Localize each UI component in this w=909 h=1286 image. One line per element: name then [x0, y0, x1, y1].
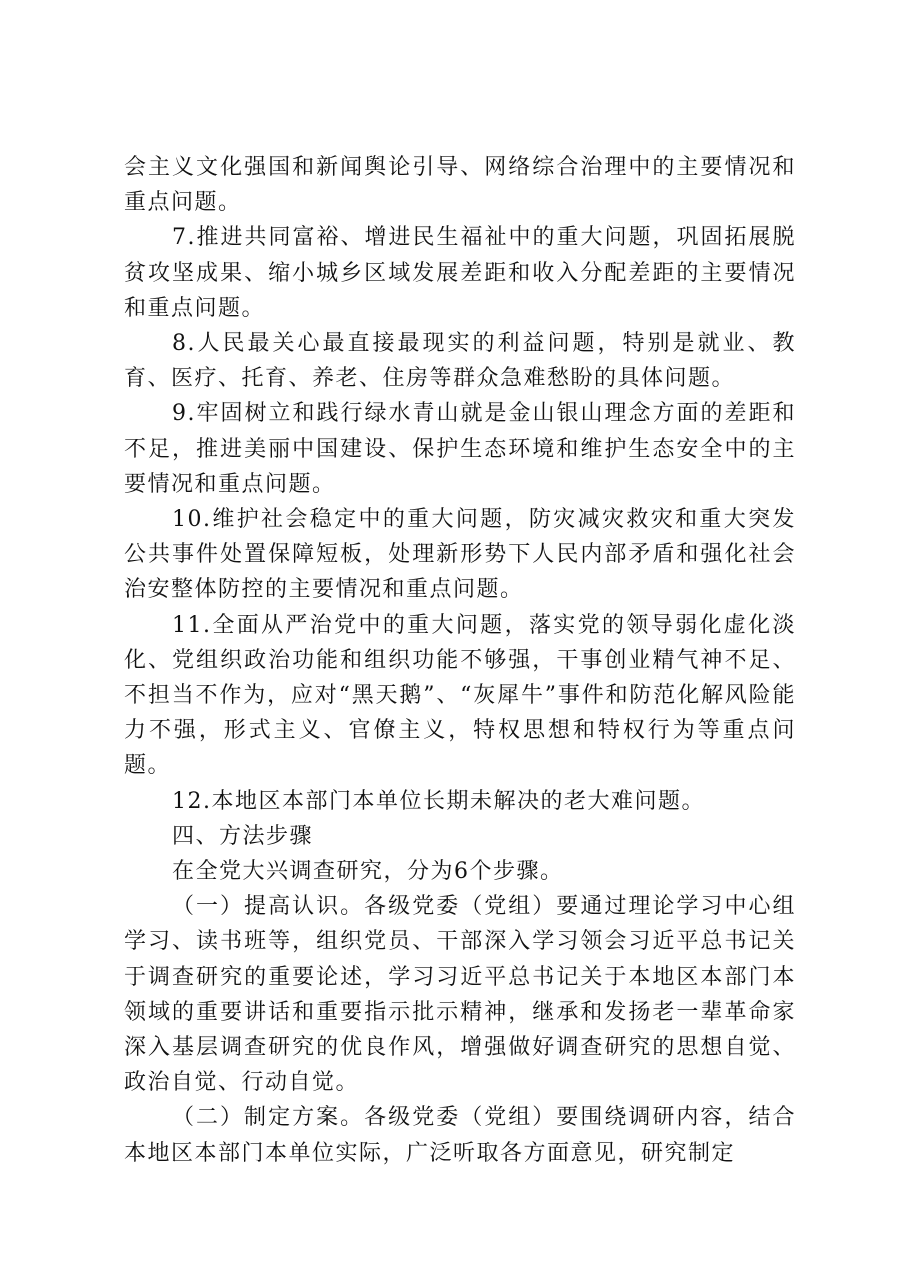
paragraph-item-10: 10.维护社会稳定中的重大问题，防灾减灾救灾和重大突发公共事件处置保障短板，处理新形势下人民内部矛盾和强化社会治安整体防控的主要情况和重点问题。 [124, 507, 796, 603]
paragraph-item-9: 9.牢固树立和践行绿水青山就是金山银山理念方面的差距和不足，推进美丽中国建设、保护生态环境和维护生态安全中的主要情况和重点问题。 [124, 401, 796, 497]
paragraph-item-7: 7.推进共同富裕、增进民生福祉中的重大问题，巩固拓展脱贫攻坚成果、缩小城乡区域发展差距和收入分配差距的主要情况和重点问题。 [124, 225, 796, 321]
document-body [124, 150, 796, 1171]
paragraph-item-8: 8.人民最关心最直接最现实的利益问题，特别是就业、教育、医疗、托育、养老、住房等群众急难愁盼的具体问题。 [124, 331, 796, 392]
paragraph-item-12: 12.本地区本部门本单位长期未解决的老大难问题。 [172, 788, 705, 814]
paragraph-steps-intro: 在全党大兴调查研究，分为6个步骤。 [172, 859, 564, 885]
paragraph-step-2: （二）制定方案。各级党委（党组）要围绕调研内容，结合本地区本部门本单位实际，广泛听取各方面意见，研究制定 [124, 1105, 796, 1166]
paragraph-step-1: （一）提高认识。各级党委（党组）要通过理论学习中心组学习、读书班等，组织党员、干部深入学习领会习近平总书记关于调查研究的重要论述，学习习近平总书记关于本地区本部门本领域的重要讲话和重要指示批示精神，继承和发扬老一辈革命家深入基层调查研究的优良作风，增强做好调查研究的思想自觉、政治自觉、行动自觉。 [124, 894, 796, 1096]
section-heading-methods: 四、方法步骤 [172, 823, 314, 849]
paragraph-item-11: 11.全面从严治党中的重大问题，落实党的领导弱化虚化淡化、党组织政治功能和组织功能不够强，干事创业精气神不足、不担当不作为，应对“黑天鹅”、“灰犀牛”事件和防范化解风险能力不强，形式主义、官僚主义，特权思想和特权行为等重点问题。 [124, 612, 796, 779]
paragraph-continuation: 会主义文化强国和新闻舆论引导、网络综合治理中的主要情况和重点问题。 [124, 155, 796, 216]
